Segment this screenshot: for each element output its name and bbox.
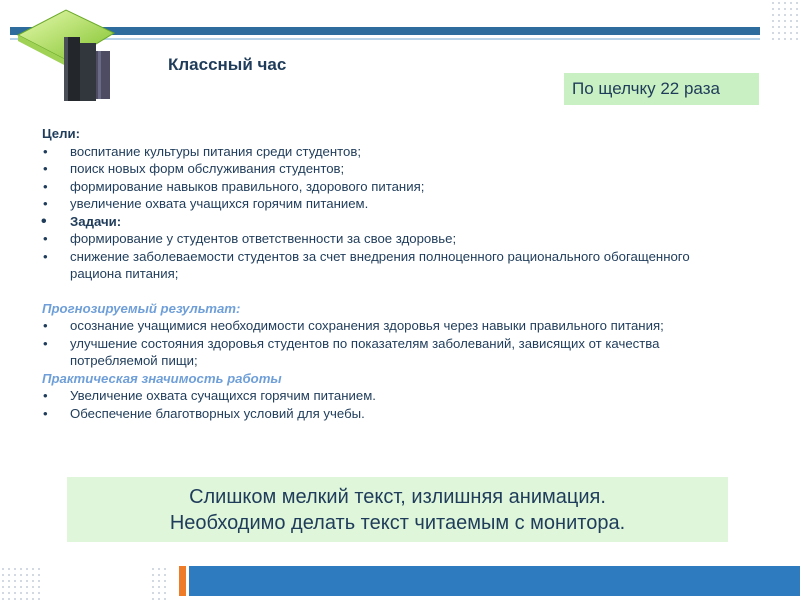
note-line-1: Слишком мелкий текст, излишняя анимация. — [189, 486, 606, 508]
list-item: • улучшение состояния здоровья студентов по показателям заболеваний, зависящих от качества потребляемой пищи; — [42, 335, 722, 370]
dot-grid-bottom-mid — [150, 566, 170, 600]
list-item: • Обеспечение благотворных условий для учебы. — [42, 405, 722, 423]
list-item: • формирование навыков правильного, здорового питания; — [42, 178, 722, 196]
clicks-badge: По щелчку 22 раза — [564, 73, 759, 105]
practical-list — [42, 387, 722, 422]
list-item: • воспитание культуры питания среди студентов; — [42, 143, 722, 161]
note-line-2: Необходимо делать текст читаемым с монитора. — [169, 512, 626, 534]
slide-content — [42, 125, 722, 422]
list-item: • формирование у студентов ответственности за свое здоровье; — [42, 230, 722, 248]
page-title: Классный час — [168, 55, 287, 74]
review-note — [67, 477, 728, 542]
goals-list — [42, 143, 722, 283]
footer-accent — [179, 566, 186, 596]
list-item: • снижение заболеваемости студентов за счет внедрения полноценного рационального обогащенного рациона питания; — [42, 248, 722, 283]
goals-heading: Цели: — [42, 126, 81, 141]
expected-list — [42, 317, 722, 370]
practical-heading: Практическая значимость работы — [42, 370, 282, 386]
dot-grid-top-right — [770, 0, 800, 40]
list-item: • Увеличение охвата сучащихся горячим питанием. — [42, 387, 722, 405]
dot-grid-bottom-left — [0, 566, 40, 600]
footer-bar — [189, 566, 800, 596]
list-item: • осознание учащимися необходимости сохранения здоровья через навыки правильного питания; — [42, 317, 722, 335]
tasks-heading: • Задачи: — [42, 213, 722, 231]
list-item: • увеличение охвата учащихся горячим питанием. — [42, 195, 722, 213]
list-item: • поиск новых форм обслуживания студентов; — [42, 160, 722, 178]
expected-heading: Прогнозируемый результат: — [42, 300, 241, 316]
books-icon — [14, 5, 124, 105]
